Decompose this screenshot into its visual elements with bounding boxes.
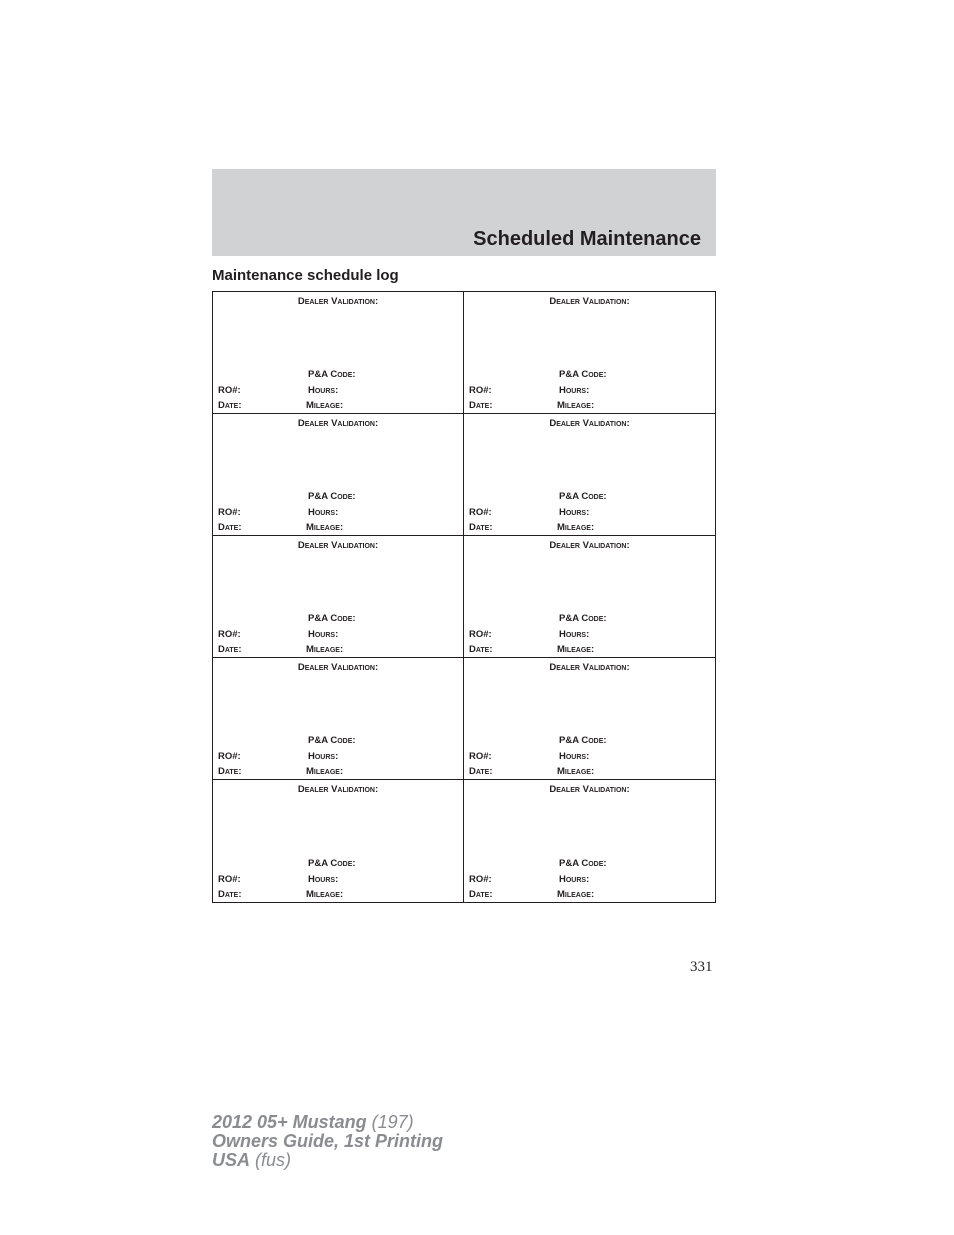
ro-number-label: RO#:	[218, 628, 241, 640]
log-entry-cell	[213, 780, 464, 902]
ro-number-label: RO#:	[218, 873, 241, 885]
dealer-validation-label: Dealer Validation:	[549, 540, 630, 551]
dealer-validation-label: Dealer Validation:	[549, 296, 630, 307]
pa-code-label: P&A Code:	[308, 490, 356, 502]
log-entry-cell	[213, 414, 464, 536]
dealer-validation-label: Dealer Validation:	[549, 784, 630, 795]
hours-label: Hours:	[559, 873, 590, 885]
log-entry-cell	[213, 292, 464, 414]
pa-code-label: P&A Code:	[559, 490, 607, 502]
ro-number-label: RO#:	[469, 750, 492, 762]
dealer-validation-label: Dealer Validation:	[549, 418, 630, 429]
dealer-validation-label: Dealer Validation:	[297, 418, 379, 429]
date-label: Date:	[218, 888, 242, 900]
mileage-label: Mileage:	[306, 765, 344, 777]
pa-code-label: P&A Code:	[559, 734, 607, 746]
footer-model: 2012 05+ Mustang	[212, 1112, 367, 1132]
footer-market-code: (fus)	[255, 1150, 292, 1170]
log-entry-cell	[464, 414, 715, 536]
hours-label: Hours:	[308, 384, 339, 396]
hours-label: Hours:	[559, 506, 590, 518]
footer-market: USA	[212, 1150, 251, 1170]
date-label: Date:	[218, 765, 242, 777]
dealer-validation-label: Dealer Validation:	[297, 540, 379, 551]
ro-number-label: RO#:	[218, 384, 241, 396]
mileage-label: Mileage:	[557, 399, 595, 411]
ro-number-label: RO#:	[218, 506, 241, 518]
hours-label: Hours:	[559, 628, 590, 640]
section-title: Scheduled Maintenance	[473, 228, 701, 250]
hours-label: Hours:	[308, 628, 339, 640]
subsection-title: Maintenance schedule log	[212, 267, 399, 284]
ro-number-label: RO#:	[469, 384, 492, 396]
pa-code-label: P&A Code:	[308, 612, 356, 624]
log-entry-cell	[213, 658, 464, 780]
mileage-label: Mileage:	[306, 888, 344, 900]
hours-label: Hours:	[559, 750, 590, 762]
date-label: Date:	[469, 765, 493, 777]
document-footer	[212, 1113, 443, 1170]
pa-code-label: P&A Code:	[308, 368, 356, 380]
section-header-band	[212, 169, 716, 256]
pa-code-label: P&A Code:	[559, 612, 607, 624]
pa-code-label: P&A Code:	[308, 857, 356, 869]
hours-label: Hours:	[308, 506, 339, 518]
pa-code-label: P&A Code:	[308, 734, 356, 746]
date-label: Date:	[469, 521, 493, 533]
mileage-label: Mileage:	[557, 888, 595, 900]
log-entry-cell	[464, 658, 715, 780]
date-label: Date:	[469, 888, 493, 900]
log-entry-cell	[464, 780, 715, 902]
dealer-validation-label: Dealer Validation:	[297, 784, 379, 795]
log-entry-cell	[213, 536, 464, 658]
mileage-label: Mileage:	[306, 643, 344, 655]
mileage-label: Mileage:	[557, 643, 595, 655]
dealer-validation-label: Dealer Validation:	[297, 296, 379, 307]
mileage-label: Mileage:	[306, 399, 344, 411]
log-entry-cell	[464, 292, 715, 414]
log-entry-cell	[464, 536, 715, 658]
dealer-validation-label: Dealer Validation:	[297, 662, 379, 673]
ro-number-label: RO#:	[469, 873, 492, 885]
ro-number-label: RO#:	[469, 628, 492, 640]
footer-line-1	[212, 1113, 443, 1132]
pa-code-label: P&A Code:	[559, 368, 607, 380]
hours-label: Hours:	[559, 384, 590, 396]
dealer-validation-label: Dealer Validation:	[549, 662, 630, 673]
date-label: Date:	[218, 521, 242, 533]
mileage-label: Mileage:	[306, 521, 344, 533]
date-label: Date:	[469, 643, 493, 655]
hours-label: Hours:	[308, 873, 339, 885]
maintenance-log-grid	[212, 291, 716, 903]
mileage-label: Mileage:	[557, 521, 595, 533]
date-label: Date:	[218, 399, 242, 411]
footer-line-3	[212, 1151, 443, 1170]
page-number: 331	[690, 959, 713, 975]
ro-number-label: RO#:	[218, 750, 241, 762]
hours-label: Hours:	[308, 750, 339, 762]
footer-line-2: Owners Guide, 1st Printing	[212, 1131, 444, 1151]
mileage-label: Mileage:	[557, 765, 595, 777]
footer-model-code: (197)	[371, 1112, 414, 1132]
pa-code-label: P&A Code:	[559, 857, 607, 869]
ro-number-label: RO#:	[469, 506, 492, 518]
date-label: Date:	[218, 643, 242, 655]
date-label: Date:	[469, 399, 493, 411]
